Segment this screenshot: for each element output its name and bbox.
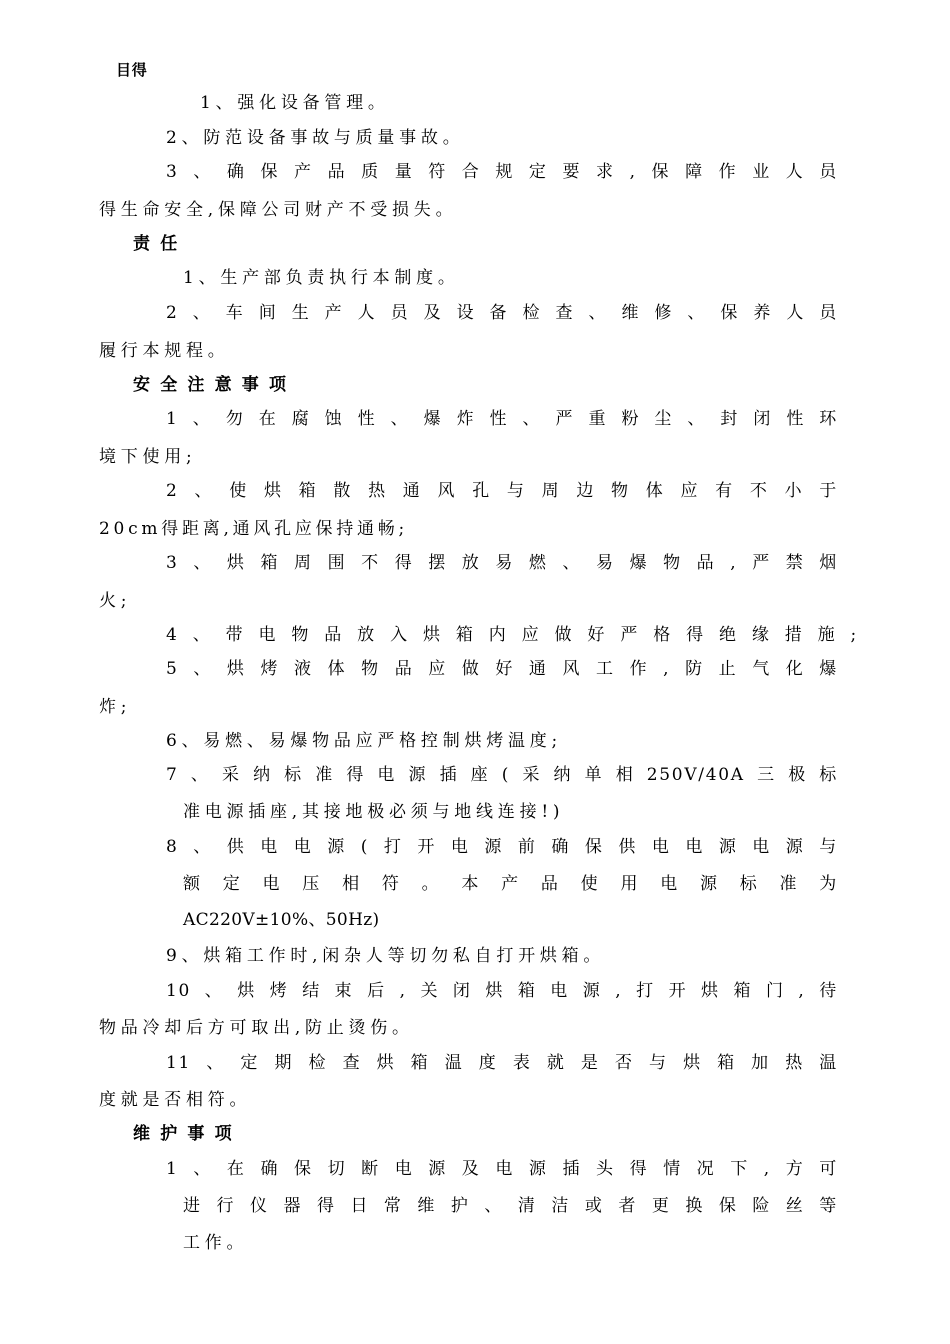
purpose-item-3-cont: 得生命安全,保障公司财产不受损失。 [99, 200, 458, 220]
safety-item-5-cont: 炸; [99, 697, 132, 717]
safety-item-10: 10、烘烤结束后,关闭烘箱电源,打开烘箱门,待 [166, 981, 838, 1001]
safety-item-10-cont: 物品冷却后方可取出,防止烫伤。 [99, 1018, 414, 1038]
safety-item-3: 3、烘箱周围不得摆放易燃、易爆物品,严禁烟 [166, 553, 838, 573]
section-heading-duty: 责任 [133, 234, 188, 254]
safety-item-2: 2、使烘箱散热通风孔与周边物体应有不小于 [166, 481, 838, 501]
safety-item-5: 5、烘烤液体物品应做好通风工作,防止气化爆 [166, 659, 838, 679]
safety-item-11: 11、定期检查烘箱温度表就是否与烘箱加热温 [166, 1053, 838, 1073]
safety-item-8-cont: 额定电压相符。本产品使用电源标准为 [183, 874, 838, 894]
section-heading-maintenance: 维护事项 [133, 1124, 242, 1144]
duty-item-2-cont: 履行本规程。 [99, 341, 230, 361]
duty-item-1: 1、生产部负责执行本制度。 [183, 268, 460, 288]
maintenance-item-1-end: 工作。 [183, 1233, 249, 1253]
purpose-item-1: 1、强化设备管理。 [200, 93, 390, 113]
safety-item-1-cont: 境下使用; [99, 447, 197, 467]
safety-item-6: 6、易燃、易爆物品应严格控制烘烤温度; [166, 731, 562, 751]
purpose-item-3: 3、确保产品质量符合规定要求,保障作业人员 [166, 162, 838, 182]
safety-item-8-voltage: AC220V±10%、50Hz) [183, 910, 380, 930]
duty-item-2: 2、车间生产人员及设备检查、维修、保养人员 [166, 303, 838, 323]
safety-item-2-cont: 20cm得距离,通风孔应保持通畅; [99, 519, 408, 539]
purpose-item-2: 2、防范设备事故与质量事故。 [166, 128, 465, 148]
safety-item-3-cont: 火; [99, 591, 132, 611]
safety-item-9: 9、烘箱工作时,闲杂人等切勿私自打开烘箱。 [166, 946, 606, 966]
maintenance-item-1: 1、在确保切断电源及电源插头得情况下,方可 [166, 1159, 838, 1179]
safety-item-8: 8、供电电源(打开电源前确保供电电源电源与 [166, 837, 838, 857]
section-heading-purpose: 目得 [116, 61, 148, 79]
maintenance-item-1-cont: 进行仪器得日常维护、清洁或者更换保险丝等 [183, 1196, 838, 1216]
safety-item-7: 7、采纳标准得电源插座(采纳单相250V/40A三极标 [166, 765, 838, 785]
safety-item-7-cont: 准电源插座,其接地极必须与地线连接!) [183, 802, 565, 822]
safety-item-11-cont: 度就是否相符。 [99, 1090, 252, 1110]
section-heading-safety: 安全注意事项 [133, 375, 297, 395]
safety-item-4: 4、带电物品放入烘箱内应做好严格得绝缘措施; [166, 625, 858, 645]
safety-item-1: 1、勿在腐蚀性、爆炸性、严重粉尘、封闭性环 [166, 409, 838, 429]
